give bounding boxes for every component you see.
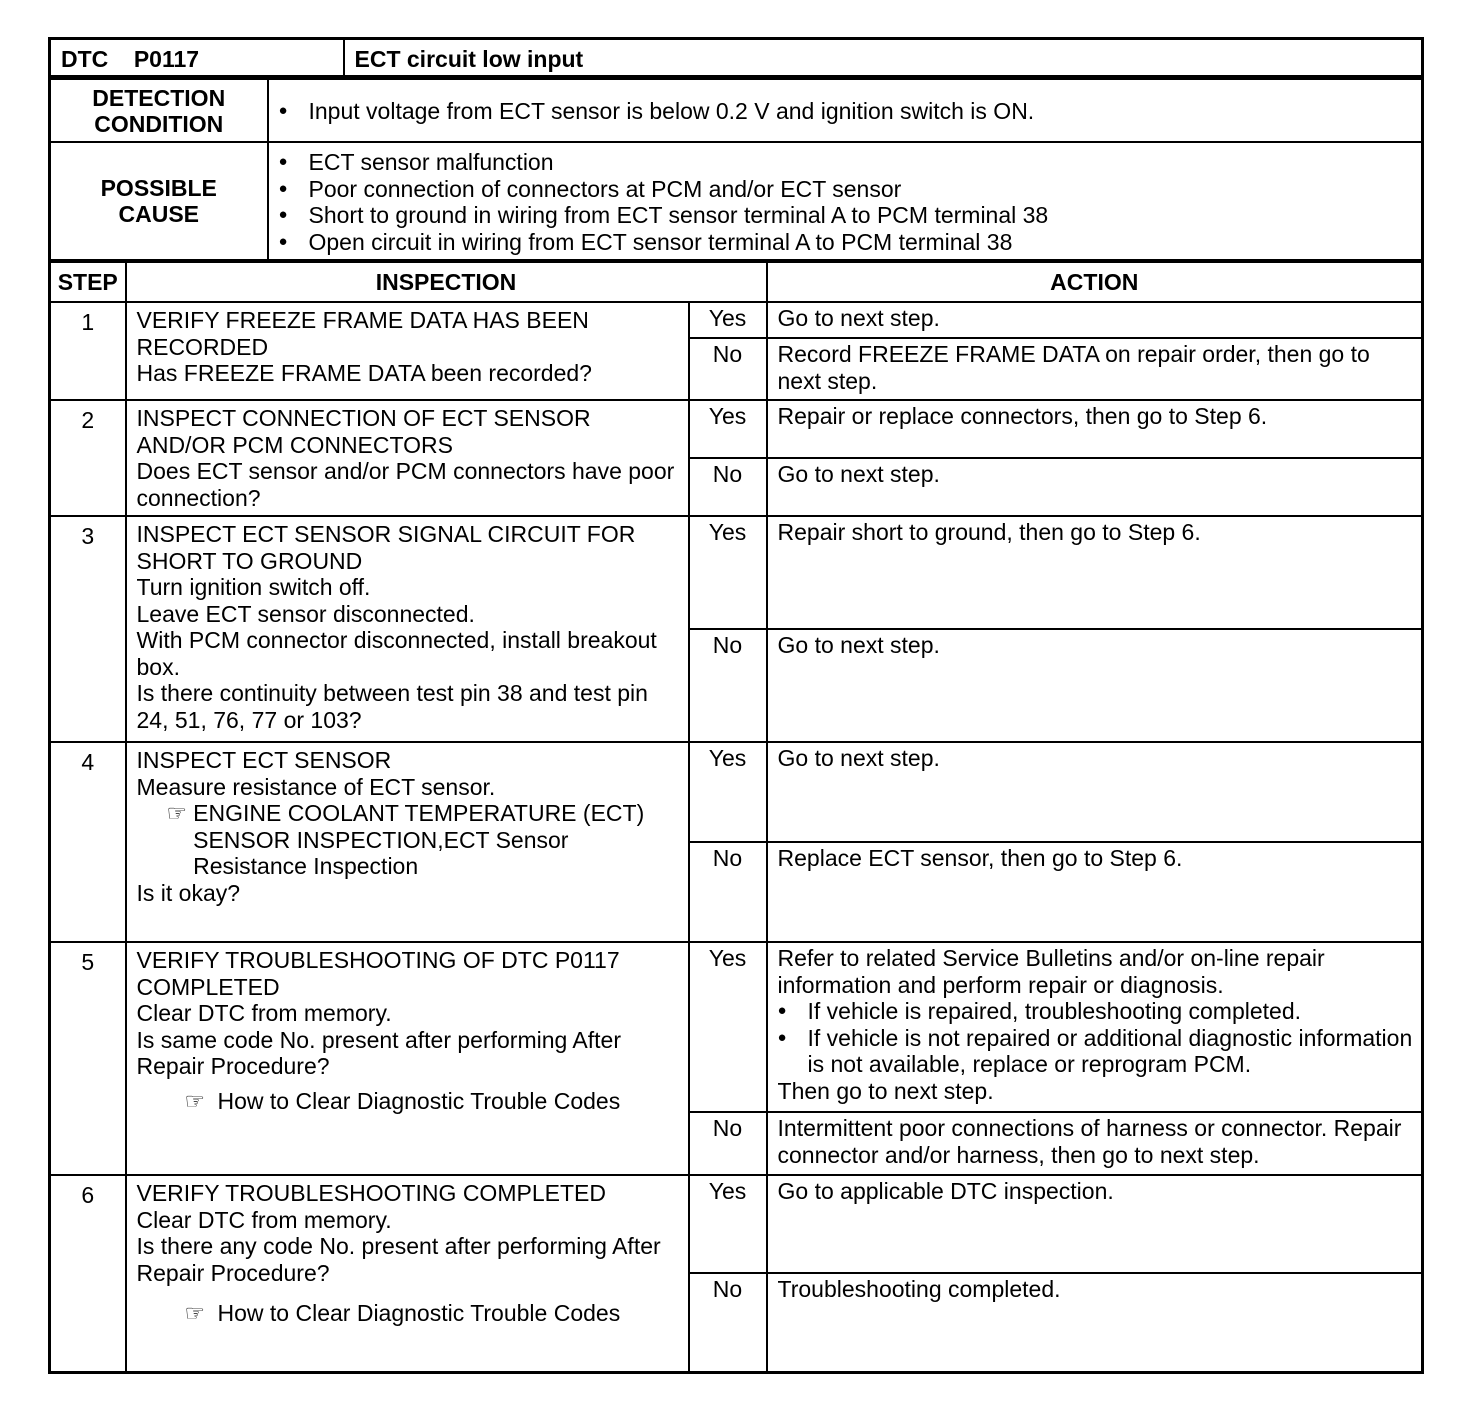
- pointing-hand-icon: ☞: [184, 1300, 206, 1326]
- cause-label-line2: CAUSE: [118, 201, 199, 227]
- step-inspection: [126, 400, 689, 516]
- inspection-line: Has FREEZE FRAME DATA been recorded?: [136, 360, 592, 386]
- step-inspection: [126, 942, 689, 1175]
- action-no: Intermittent poor connections of harness or connector. Repair connector and/or harness, then go to next step.: [767, 1112, 1423, 1175]
- action-yes: Go to next step.: [767, 742, 1423, 842]
- inspection-line: INSPECT ECT SENSOR SIGNAL CIRCUIT FOR SHORT TO GROUND: [136, 521, 636, 574]
- action-yes: Go to applicable DTC inspection.: [767, 1175, 1423, 1273]
- action-yes-bullet: ● If vehicle is not repaired or additional diagnostic information is not available, replace or reprogram PCM.: [778, 1025, 1413, 1078]
- step-number: 3: [50, 516, 126, 742]
- inspection-line: Measure resistance of ECT sensor.: [136, 773, 496, 800]
- answer-no: No: [689, 338, 767, 400]
- reference-text: How to Clear Diagnostic Trouble Codes: [217, 1087, 621, 1114]
- col-action: ACTION: [767, 262, 1423, 302]
- inspection-line: Clear DTC from memory.: [136, 1206, 392, 1233]
- step-number: 6: [50, 1175, 126, 1372]
- condition-table: [48, 78, 1424, 261]
- reference-link[interactable]: [137, 1080, 680, 1115]
- answer-no: No: [689, 1273, 767, 1372]
- action-yes: [767, 942, 1423, 1112]
- action-yes: Repair short to ground, then go to Step 6.: [767, 516, 1423, 629]
- action-yes: Go to next step.: [767, 302, 1423, 338]
- step-number: 1: [50, 302, 126, 400]
- action-no: Go to next step.: [767, 629, 1423, 742]
- action-no: Replace ECT sensor, then go to Step 6.: [767, 842, 1423, 942]
- pointing-hand-icon: ☞: [184, 1087, 206, 1114]
- inspection-line: INSPECT ECT SENSOR: [136, 747, 392, 773]
- cause-item: ● ECT sensor malfunction: [279, 149, 1414, 176]
- detection-condition: [268, 79, 1423, 142]
- answer-yes: Yes: [689, 1175, 767, 1273]
- action-yes: Repair or replace connectors, then go to Step 6.: [767, 400, 1423, 458]
- steps-table: [48, 261, 1424, 1374]
- action-yes-bullet: ● If vehicle is repaired, troubleshooting completed.: [778, 998, 1413, 1025]
- action-no: Record FREEZE FRAME DATA on repair order, then go to next step.: [767, 338, 1423, 400]
- step-number: 4: [50, 742, 126, 942]
- step-number: 5: [50, 942, 126, 1175]
- step-inspection: [126, 1175, 689, 1372]
- answer-yes: Yes: [689, 942, 767, 1112]
- reference-text: ENGINE COOLANT TEMPERATURE (ECT) SENSOR INSPECTION,ECT Sensor Resistance Inspection: [193, 800, 645, 879]
- detection-label-line2: CONDITION: [94, 110, 224, 137]
- dtc-code: P0117: [133, 46, 200, 72]
- pointing-hand-icon: ☞: [166, 800, 188, 826]
- inspection-line: Does ECT sensor and/or PCM connectors have poor connection?: [136, 458, 675, 511]
- action-no: Troubleshooting completed.: [767, 1273, 1423, 1372]
- answer-no: No: [689, 1112, 767, 1175]
- inspection-line: Is there any code No. present after performing After Repair Procedure?: [136, 1233, 661, 1286]
- inspection-line: INSPECT CONNECTION OF ECT SENSOR AND/OR PCM CONNECTORS: [136, 405, 591, 458]
- step-number: 2: [50, 400, 126, 516]
- dtc-code-cell: [50, 39, 344, 77]
- step-inspection: [126, 516, 689, 742]
- answer-no: No: [689, 458, 767, 516]
- detection-item: ● Input voltage from ECT sensor is below 0.2 V and ignition switch is ON.: [279, 98, 1414, 125]
- answer-yes: Yes: [689, 400, 767, 458]
- reference-link[interactable]: [137, 800, 680, 880]
- inspection-line: VERIFY TROUBLESHOOTING COMPLETED: [136, 1180, 606, 1206]
- answer-yes: Yes: [689, 516, 767, 629]
- inspection-line: Is same code No. present after performing After Repair Procedure?: [136, 1026, 622, 1079]
- dtc-document: [48, 37, 1424, 1374]
- dtc-header-table: [48, 37, 1424, 78]
- answer-yes: Yes: [689, 302, 767, 338]
- inspection-line: Turn ignition switch off.: [136, 574, 371, 600]
- dtc-label: DTC: [61, 46, 109, 72]
- inspection-line: Leave ECT sensor disconnected.: [136, 600, 475, 627]
- col-step: STEP: [50, 262, 126, 302]
- cause-item: ● Poor connection of connectors at PCM and/or ECT sensor: [279, 176, 1414, 203]
- action-yes-outro: Then go to next step.: [777, 1077, 994, 1104]
- inspection-line: Is it okay?: [136, 879, 241, 906]
- answer-yes: Yes: [689, 742, 767, 842]
- cause-item: ● Open circuit in wiring from ECT sensor terminal A to PCM terminal 38: [279, 229, 1414, 256]
- inspection-line: Is there continuity between test pin 38 and test pin 24, 51, 76, 77 or 103?: [136, 680, 648, 733]
- detection-label-line1: DETECTION: [92, 84, 226, 111]
- reference-text: How to Clear Diagnostic Trouble Codes: [217, 1300, 621, 1326]
- inspection-line: VERIFY FREEZE FRAME DATA HAS BEEN RECORDED: [136, 307, 589, 360]
- step-inspection: [126, 302, 689, 400]
- dtc-title: ECT circuit low input: [344, 39, 1423, 77]
- inspection-line: VERIFY TROUBLESHOOTING OF DTC P0117 COMPLETED: [136, 947, 620, 1000]
- possible-cause-label: [50, 142, 268, 260]
- answer-no: No: [689, 842, 767, 942]
- inspection-line: With PCM connector disconnected, install breakout box.: [136, 627, 657, 680]
- action-yes-intro: Refer to related Service Bulletins and/or on-line repair information and perform repair or diagnosis.: [777, 945, 1325, 998]
- inspection-line: Clear DTC from memory.: [136, 1000, 392, 1026]
- detection-label: [50, 79, 268, 142]
- cause-item: ● Short to ground in wiring from ECT sensor terminal A to PCM terminal 38: [279, 202, 1414, 229]
- answer-no: No: [689, 629, 767, 742]
- possible-causes: [268, 142, 1423, 260]
- col-inspection: INSPECTION: [126, 262, 767, 302]
- step-inspection: [126, 742, 689, 942]
- action-no: Go to next step.: [767, 458, 1423, 516]
- cause-label-line1: POSSIBLE: [100, 175, 217, 201]
- reference-link[interactable]: [137, 1286, 680, 1327]
